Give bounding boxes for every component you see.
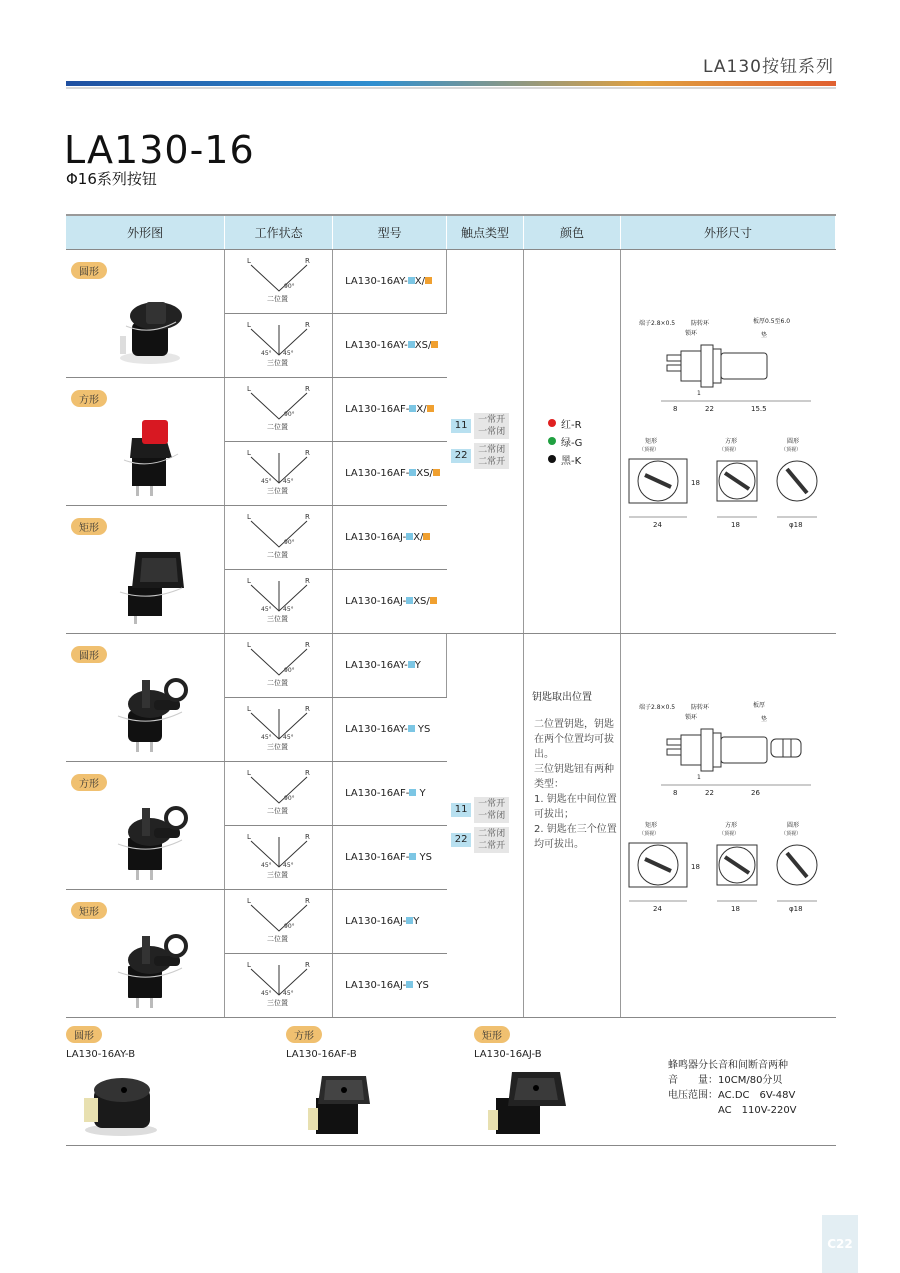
buzzer-item-rect <box>474 1024 584 1144</box>
shape-tag: 方形 <box>71 390 107 407</box>
color-label: 黑-K <box>561 455 582 467</box>
buzzer-spec-line: 蜂鸣器分长音和间断音两种 <box>668 1060 788 1071</box>
model-cell <box>333 249 447 313</box>
model-cell <box>333 953 447 1017</box>
svg-text:L: L <box>246 705 251 713</box>
key-removal-text: 2. 钥匙在三个位置均可拔出。 <box>534 823 617 850</box>
key-removal-text: 二位置钥匙，钥匙在两个位置均可拔出。 <box>534 718 614 760</box>
svg-text:45°: 45° <box>282 478 294 485</box>
color-cell <box>524 633 621 1017</box>
svg-text:45°: 45° <box>282 350 294 357</box>
buzzer-spec-line: AC 110V-220V <box>668 1105 797 1116</box>
svg-text:防转环: 防转环 <box>690 319 709 327</box>
svg-text:1: 1 <box>696 389 701 397</box>
header-contact: 触点类型 <box>447 215 524 249</box>
svg-text:（顶视）: （顶视） <box>780 830 801 837</box>
header-model: 型号 <box>333 215 447 249</box>
model-suffix: Y <box>414 659 421 671</box>
state-cell <box>225 761 333 825</box>
state-cell <box>225 825 333 889</box>
orange-placeholder-icon <box>425 277 432 284</box>
svg-text:1: 1 <box>696 773 701 781</box>
blue-placeholder-icon <box>408 341 415 348</box>
shape-tag: 方形 <box>286 1026 322 1043</box>
svg-text:24: 24 <box>652 904 662 913</box>
svg-text:R: R <box>304 705 310 713</box>
header-state: 工作状态 <box>225 215 333 249</box>
svg-text:22: 22 <box>704 404 714 413</box>
key-button-photo-rect <box>106 926 190 1010</box>
svg-text:45°: 45° <box>260 478 272 485</box>
model-suffix: YS <box>416 851 432 863</box>
svg-text:（顶视）: （顶视） <box>718 830 739 837</box>
color-dot <box>548 419 556 427</box>
svg-text:L: L <box>246 257 251 265</box>
contact-type-11 <box>451 797 523 823</box>
svg-text:L: L <box>246 449 251 457</box>
table-header-row <box>66 215 836 249</box>
shape-tag: 矩形 <box>71 518 107 535</box>
model-prefix: LA130-16AY- <box>345 275 408 287</box>
state-cell <box>225 313 333 377</box>
color-label: 绿-G <box>561 437 583 449</box>
shape-cell <box>66 633 225 761</box>
svg-text:二位置: 二位置 <box>266 935 288 943</box>
header-dimension: 外形尺寸 <box>620 215 835 249</box>
buzzer-item-square <box>286 1024 396 1144</box>
buzzer-photo-square <box>286 1068 396 1144</box>
svg-text:R: R <box>304 385 310 393</box>
model-prefix: LA130-16AJ- <box>345 531 407 543</box>
model-cell <box>333 697 447 761</box>
svg-text:L: L <box>246 833 251 841</box>
svg-text:三位置: 三位置 <box>266 871 288 879</box>
buzzer-section <box>66 1018 836 1146</box>
model-cell <box>333 633 447 697</box>
svg-text:24: 24 <box>652 520 662 529</box>
svg-text:二位置: 二位置 <box>266 295 288 303</box>
color-option <box>548 416 620 431</box>
svg-text:三位置: 三位置 <box>266 359 288 367</box>
shape-tag: 圆形 <box>66 1026 102 1043</box>
svg-text:三位置: 三位置 <box>266 743 288 751</box>
model-prefix: LA130-16AF- <box>345 403 410 415</box>
orange-placeholder-icon <box>423 533 430 540</box>
model-suffix: XS/ <box>414 339 432 351</box>
state-diagram-two-position <box>239 255 319 307</box>
key-removal-text: 三位钥匙钮有两种类型： <box>534 763 614 790</box>
svg-text:R: R <box>304 769 310 777</box>
svg-text:方形: 方形 <box>724 437 737 445</box>
model-prefix: LA130-16AY- <box>345 339 408 351</box>
state-diagram-two-position <box>239 383 319 435</box>
svg-text:90°: 90° <box>283 923 295 930</box>
buzzer-photo-rect <box>474 1068 584 1144</box>
svg-text:18: 18 <box>730 904 740 913</box>
state-diagram-two-position <box>239 895 319 947</box>
dimension-drawing <box>621 315 831 565</box>
svg-text:二位置: 二位置 <box>266 551 288 559</box>
svg-text:8: 8 <box>672 404 678 413</box>
svg-text:45°: 45° <box>260 862 272 869</box>
contact-number: 22 <box>451 833 471 847</box>
key-removal-text: 1. 钥匙在中间位置可拔出； <box>534 793 617 820</box>
shape-tag: 圆形 <box>71 646 107 663</box>
orange-placeholder-icon <box>427 405 434 412</box>
contact-label: 一常开 一常闭 <box>474 413 509 439</box>
shape-cell <box>66 377 225 505</box>
color-dot <box>548 455 556 463</box>
state-cell <box>225 633 333 697</box>
svg-text:90°: 90° <box>283 539 295 546</box>
svg-text:R: R <box>304 961 310 969</box>
blue-placeholder-icon <box>408 725 415 732</box>
contact-label: 一常开 一常闭 <box>474 797 509 823</box>
svg-text:45°: 45° <box>260 350 272 357</box>
svg-text:R: R <box>304 321 310 329</box>
svg-text:22: 22 <box>704 788 714 797</box>
shape-cell <box>66 761 225 889</box>
svg-text:L: L <box>246 897 251 905</box>
svg-text:端子2.8×0.5: 端子2.8×0.5 <box>638 703 676 711</box>
buzzer-model: LA130-16AY-B <box>66 1049 136 1060</box>
svg-text:（顶视）: （顶视） <box>780 446 801 453</box>
header-underline <box>66 87 836 89</box>
contact-cell <box>447 633 524 1017</box>
page-title: LA130-16 <box>64 128 255 172</box>
svg-text:45°: 45° <box>260 734 272 741</box>
header-shape: 外形图 <box>66 215 225 249</box>
blue-placeholder-icon <box>408 277 415 284</box>
state-diagram-three-position <box>239 319 319 371</box>
svg-text:二位置: 二位置 <box>266 423 288 431</box>
svg-text:45°: 45° <box>282 606 294 613</box>
svg-text:L: L <box>246 769 251 777</box>
svg-text:矩形: 矩形 <box>644 821 657 829</box>
svg-text:L: L <box>246 577 251 585</box>
state-cell <box>225 697 333 761</box>
color-option <box>548 452 620 467</box>
svg-text:R: R <box>304 641 310 649</box>
orange-placeholder-icon <box>431 341 438 348</box>
state-cell <box>225 889 333 953</box>
buzzer-model: LA130-16AF-B <box>286 1049 357 1060</box>
model-suffix: X/ <box>413 531 424 543</box>
svg-text:方形: 方形 <box>724 821 737 829</box>
button-photo-rect <box>106 542 190 626</box>
spec-table <box>66 214 836 1018</box>
svg-text:φ18: φ18 <box>788 520 803 529</box>
state-diagram-three-position <box>239 831 319 883</box>
model-prefix: LA130-16AY- <box>345 723 408 735</box>
model-suffix: YS <box>414 723 431 735</box>
model-prefix: LA130-16AF- <box>345 851 410 863</box>
svg-text:18: 18 <box>690 478 700 487</box>
svg-text:90°: 90° <box>283 667 295 674</box>
state-diagram-three-position <box>239 959 319 1011</box>
model-cell <box>333 569 447 633</box>
svg-text:90°: 90° <box>283 283 295 290</box>
model-cell <box>333 505 447 569</box>
buzzer-spec-line: 音 量：10CM/80分贝 <box>668 1075 783 1086</box>
svg-text:L: L <box>246 641 251 649</box>
color-label: 红-R <box>561 419 582 431</box>
svg-text:L: L <box>246 961 251 969</box>
state-cell <box>225 249 333 313</box>
contact-type-11 <box>451 413 523 439</box>
buzzer-item-round <box>66 1024 176 1144</box>
svg-text:R: R <box>304 257 310 265</box>
svg-text:R: R <box>304 833 310 841</box>
table-row <box>66 633 836 697</box>
svg-text:锁环: 锁环 <box>684 329 697 337</box>
svg-text:三位置: 三位置 <box>266 999 288 1007</box>
model-prefix: LA130-16AJ- <box>345 595 407 607</box>
svg-text:二位置: 二位置 <box>266 679 288 687</box>
shape-cell <box>66 505 225 633</box>
svg-text:L: L <box>246 513 251 521</box>
dimension-drawing <box>621 699 831 949</box>
svg-text:15.5: 15.5 <box>750 404 767 413</box>
model-prefix: LA130-16AJ- <box>345 915 407 927</box>
dimension-cell <box>620 633 835 1017</box>
buzzer-model: LA130-16AJ-B <box>474 1049 542 1060</box>
svg-text:φ18: φ18 <box>788 904 803 913</box>
model-cell <box>333 889 447 953</box>
svg-text:圆形: 圆形 <box>786 821 799 829</box>
state-diagram-three-position <box>239 575 319 627</box>
series-title: LA130按钮系列 <box>703 57 834 77</box>
color-option <box>548 434 620 449</box>
model-suffix: X/ <box>416 403 427 415</box>
svg-text:（顶视）: （顶视） <box>638 830 659 837</box>
color-dot <box>548 437 556 445</box>
svg-text:18: 18 <box>690 862 700 871</box>
color-cell <box>524 249 621 633</box>
state-diagram-two-position <box>239 511 319 563</box>
contact-number: 22 <box>451 449 471 463</box>
svg-text:45°: 45° <box>282 990 294 997</box>
contact-cell <box>447 249 524 633</box>
shape-cell <box>66 249 225 377</box>
orange-placeholder-icon <box>430 597 437 604</box>
header-color: 颜色 <box>524 215 621 249</box>
page-subtitle: Φ16系列按钮 <box>66 170 157 188</box>
state-cell <box>225 505 333 569</box>
svg-text:R: R <box>304 577 310 585</box>
state-diagram-two-position <box>239 767 319 819</box>
svg-text:锁环: 锁环 <box>684 713 697 721</box>
buzzer-spec <box>668 1058 797 1118</box>
model-suffix: XS/ <box>413 595 430 607</box>
model-suffix: X/ <box>414 275 425 287</box>
svg-text:R: R <box>304 897 310 905</box>
model-cell <box>333 377 447 441</box>
svg-text:（顶视）: （顶视） <box>718 446 739 453</box>
svg-text:矩形: 矩形 <box>644 437 657 445</box>
buzzer-spec-line: 电压范围：AC.DC 6V-48V <box>668 1090 796 1101</box>
svg-text:垫: 垫 <box>760 715 767 723</box>
state-diagram-three-position <box>239 703 319 755</box>
svg-text:45°: 45° <box>260 990 272 997</box>
state-cell <box>225 441 333 505</box>
contact-type-22 <box>451 827 523 853</box>
svg-text:R: R <box>304 513 310 521</box>
model-cell <box>333 313 447 377</box>
model-cell <box>333 441 447 505</box>
shape-tag: 方形 <box>71 774 107 791</box>
blue-placeholder-icon <box>408 661 415 668</box>
svg-text:45°: 45° <box>282 862 294 869</box>
svg-text:R: R <box>304 449 310 457</box>
header-bar <box>66 81 836 86</box>
model-cell <box>333 761 447 825</box>
buzzer-photo-round <box>66 1068 176 1144</box>
state-cell <box>225 377 333 441</box>
orange-placeholder-icon <box>433 469 440 476</box>
svg-text:三位置: 三位置 <box>266 487 288 495</box>
svg-text:90°: 90° <box>283 411 295 418</box>
svg-text:板厚: 板厚 <box>752 701 765 709</box>
svg-text:45°: 45° <box>260 606 272 613</box>
state-cell <box>225 569 333 633</box>
shape-tag: 矩形 <box>474 1026 510 1043</box>
contact-number: 11 <box>451 419 471 433</box>
contact-number: 11 <box>451 803 471 817</box>
svg-text:（顶视）: （顶视） <box>638 446 659 453</box>
contact-label: 二常闭 二常开 <box>474 827 509 853</box>
key-button-photo-round <box>106 670 190 754</box>
svg-text:板厚0.5至6.0: 板厚0.5至6.0 <box>752 317 791 325</box>
model-suffix: XS/ <box>416 467 433 479</box>
model-prefix: LA130-16AJ- <box>345 979 407 991</box>
svg-text:8: 8 <box>672 788 678 797</box>
model-suffix: Y <box>413 915 420 927</box>
shape-tag: 矩形 <box>71 902 107 919</box>
shape-cell <box>66 889 225 1017</box>
svg-text:二位置: 二位置 <box>266 807 288 815</box>
svg-text:端子2.8×0.5: 端子2.8×0.5 <box>638 319 676 327</box>
svg-text:26: 26 <box>750 788 760 797</box>
svg-text:L: L <box>246 321 251 329</box>
model-suffix: Y <box>416 787 426 799</box>
button-photo-square <box>106 414 190 498</box>
model-prefix: LA130-16AF- <box>345 467 410 479</box>
model-prefix: LA130-16AF- <box>345 787 410 799</box>
state-diagram-three-position <box>239 447 319 499</box>
svg-text:45°: 45° <box>282 734 294 741</box>
key-button-photo-square <box>106 798 190 882</box>
svg-text:L: L <box>246 385 251 393</box>
dimension-cell <box>620 249 835 633</box>
key-removal-title: 钥匙取出位置 <box>532 691 592 703</box>
svg-text:防转环: 防转环 <box>690 703 709 711</box>
svg-text:三位置: 三位置 <box>266 615 288 623</box>
model-prefix: LA130-16AY- <box>345 659 408 671</box>
shape-tag: 圆形 <box>71 262 107 279</box>
table-row <box>66 249 836 313</box>
state-cell <box>225 953 333 1017</box>
page-number: C22 <box>822 1215 858 1273</box>
svg-text:18: 18 <box>730 520 740 529</box>
svg-text:垫: 垫 <box>760 331 767 339</box>
state-diagram-two-position <box>239 639 319 691</box>
svg-text:圆形: 圆形 <box>786 437 799 445</box>
model-cell <box>333 825 447 889</box>
svg-text:90°: 90° <box>283 795 295 802</box>
contact-type-22 <box>451 443 523 469</box>
button-photo-round <box>106 286 190 370</box>
model-suffix: YS <box>413 979 429 991</box>
contact-label: 二常闭 二常开 <box>474 443 509 469</box>
